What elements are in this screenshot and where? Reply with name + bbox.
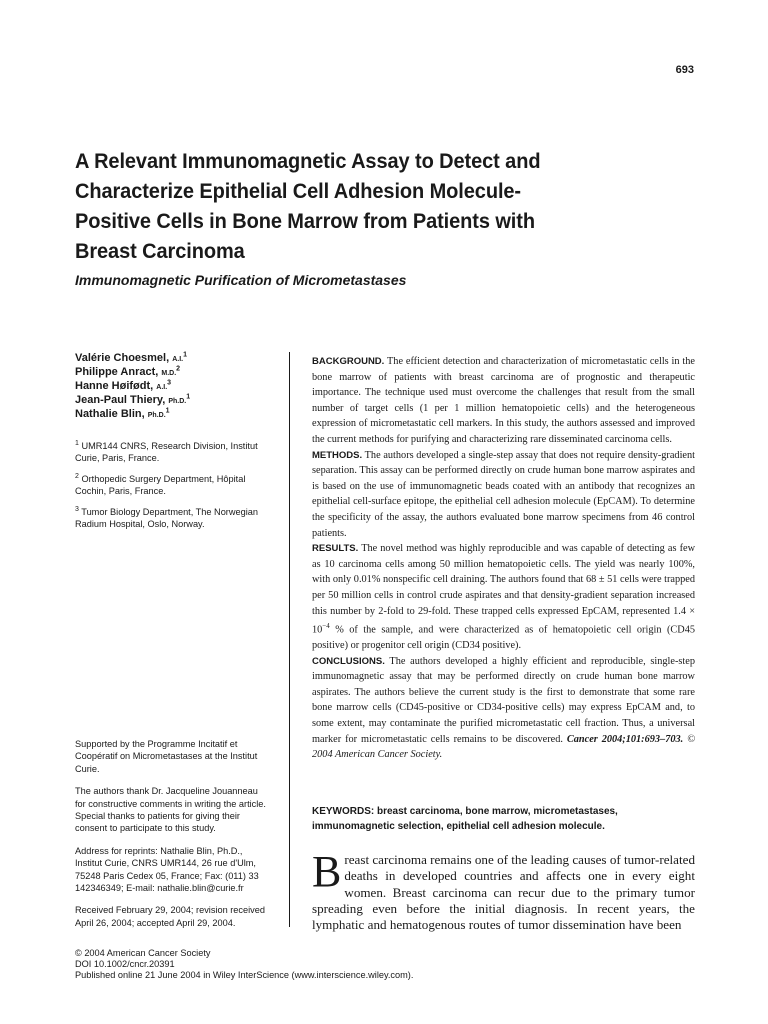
author-line — [75, 408, 267, 422]
author-degree: M.D. — [161, 370, 177, 377]
abstract-text: The authors developed a single-step assay that does not require density-gradient separation. This assay can be performed directly on crude human bone marrow aspirates and is based on the use of immunomagnetic beads coated with an antibody that recognizes an epithelial cell-surface epitope, the epithelial cell adhesion molecule (EpCAM). To determine the specificity of the assay, the authors evaluated bone marrow specimens from 46 control patients. — [312, 449, 696, 539]
author-name: Philippe Anract, — [75, 366, 159, 378]
author-sup: 1 — [165, 407, 170, 415]
author-sup: 2 — [176, 365, 181, 373]
abstract-text: % of the sample, and were characterized as of hematopoietic cell origin (CD45 positive) or progenitor cell origin (CD34 positive). — [312, 624, 695, 652]
author-sup: 1 — [183, 351, 188, 359]
author-name: Hanne Høifødt, — [75, 380, 154, 392]
abstract-label: RESULTS. — [312, 543, 359, 555]
author-line — [75, 394, 267, 408]
abstract-background — [312, 354, 695, 448]
affiliation-text: Tumor Biology Department, The Norwegian Radium Hospital, Oslo, Norway. — [75, 506, 258, 530]
doi-line: DOI 10.1002/cncr.20391 — [75, 959, 175, 969]
author-name: Valérie Choesmel, — [75, 352, 170, 364]
abstract-text: The novel method was highly reproducible and was capable of detecting as few as 10 carcinoma cells among 50 million hematopoietic cells. The yield was nearly 100%, with only 0.01% nonspecific cell draining. The authors found that 68 ± 51 cells were trapped per 50 million cells in control crude aspirates and that density-gradient separation increased this number by 2-fold to 29-fold. These trapped cells expressed EpCAM, represented 1.4 × 10 — [312, 543, 696, 636]
citation-copyright: © 2004 American Cancer Society. — [312, 733, 696, 761]
received-note: Received February 29, 2004; revision received April 26, 2004; accepted April 29, 2004. — [75, 905, 265, 928]
author-line — [75, 366, 267, 380]
affiliation-text: UMR144 CNRS, Research Division, Institut Curie, Paris, France. — [75, 441, 258, 464]
affiliation-sup: 1 — [75, 439, 79, 447]
author-sup: 3 — [167, 379, 172, 387]
abstract — [312, 354, 695, 763]
article-title — [75, 146, 693, 266]
copyright-line: © 2004 American Cancer Society — [75, 948, 211, 958]
thanks-note: The authors thank Dr. Jacqueline Jouanneau for constructive comments in writing the article. Special thanks to patients for giving their consent to participate to this study. — [75, 786, 266, 834]
intro-text: reast carcinoma remains one of the leading causes of tumor-related deaths in developed countries and affects one in every eight women. Breast carcinoma can recur due to the primary tumor spreading even before the initial diagnosis. In recent years, the lymphatic and hematogenous routes of tumor dissemination have been — [312, 852, 695, 933]
title-line: Breast Carcinoma — [75, 239, 245, 263]
affiliation — [75, 440, 267, 465]
column-divider — [289, 352, 290, 927]
author-degree: A.I. — [156, 384, 168, 391]
page-number: 693 — [675, 64, 694, 76]
author-list — [75, 352, 267, 422]
abstract-text: The authors developed a highly efficient and reproducible, single-step immunomagnetic assay that may be performed directly on crude human bone marrow aspirates. The authors believe the current study is the first to demonstrate that some rare bone marrow cells (CD45-positive or CD34-positive cells) may express EpCAM and, to some extent, may contaminate the purified micrometastatic cell fraction. Thus, a universal marker for micrometastatic cells remains to be discovered. — [312, 655, 695, 745]
affiliation-text: Orthopedic Surgery Department, Hôpital Cochin, Paris, France. — [75, 473, 246, 497]
title-line: A Relevant Immunomagnetic Assay to Detect and — [75, 149, 541, 173]
author-line — [75, 380, 267, 394]
abstract-label: CONCLUSIONS. — [312, 655, 385, 667]
author-line — [75, 352, 267, 366]
abstract-label: BACKGROUND. — [312, 356, 385, 367]
author-degree: Ph.D. — [147, 412, 166, 419]
abstract-conclusions — [312, 654, 695, 763]
published-line: Published online 21 June 2004 in Wiley InterScience (www.interscience.wiley.com). — [75, 970, 414, 980]
drop-cap: B — [312, 847, 342, 896]
title-line: Characterize Epithelial Cell Adhesion Molecule- — [75, 179, 522, 203]
affiliation — [75, 506, 267, 531]
article-subtitle: Immunomagnetic Purification of Micrometastases — [75, 272, 407, 288]
front-notes — [75, 738, 267, 939]
exponent: −4 — [322, 622, 330, 631]
author-degree: Ph.D. — [168, 398, 187, 405]
title-block — [75, 146, 695, 288]
support-note: Supported by the Programme Incitatif et Coopératif on Micrometastases at the Institut Curie. — [75, 739, 258, 774]
abstract-results — [312, 541, 695, 654]
affiliation-sup: 2 — [75, 472, 79, 480]
keywords: KEYWORDS: breast carcinoma, bone marrow, micrometastases, immunomagnetic selection, epithelial cell adhesion molecule. — [312, 806, 618, 832]
intro-paragraph — [312, 847, 695, 933]
author-name: Nathalie Blin, — [75, 408, 145, 420]
affiliation — [75, 473, 267, 498]
author-degree: A.I. — [172, 356, 184, 363]
author-name: Jean-Paul Thiery, — [75, 394, 166, 406]
abstract-label: METHODS. — [312, 449, 363, 461]
abstract-text: The efficient detection and characterization of micrometastatic cells in the bone marrow of patients with breast carcinoma are of prognostic and therapeutic importance. The technique used must overcome the challenges that result from the small number of target cells (1 per 1 million hematopoietic cells) and the heterogeneous expression of micrometastatic cell markers. In this study, the authors assessed and improved the current methods for purifying and characterizing rare disseminated carcinoma cells. — [312, 356, 696, 445]
author-column — [75, 352, 267, 530]
reprints-note: Address for reprints: Nathalie Blin, Ph.D., Institut Curie, CNRS UMR144, 26 rue d'Ulm, 75248 Paris Cedex 05, France; Fax: (011) 33 142346349; E-mail: nathalie.blin@curie.fr — [75, 845, 259, 894]
abstract-methods — [312, 448, 695, 542]
copyright-block — [75, 948, 635, 981]
citation-journal: Cancer 2004;101:693–703. — [566, 733, 684, 745]
title-line: Positive Cells in Bone Marrow from Patients with — [75, 209, 535, 233]
affiliation-sup: 3 — [75, 505, 79, 513]
author-sup: 1 — [186, 393, 191, 401]
